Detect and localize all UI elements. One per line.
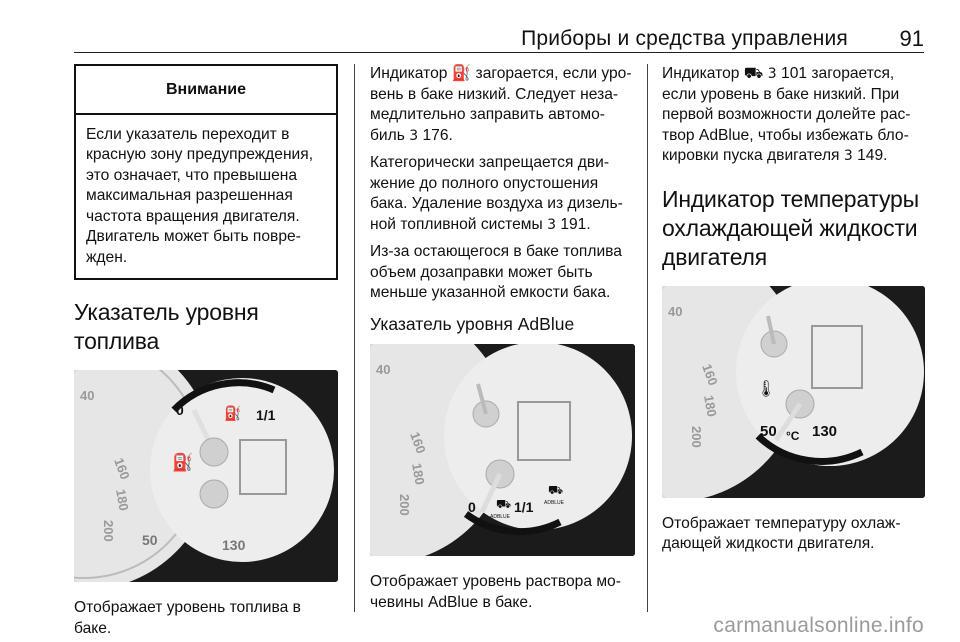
page-ref-icon: 3 <box>547 216 556 233</box>
empty-tank-paragraph <box>370 153 635 235</box>
temp-mark-low: 50 <box>142 532 158 548</box>
adblue-empty-mark: 0 <box>468 499 476 515</box>
speed-label: 160 <box>699 361 721 387</box>
watermark: carmanualsonline.info <box>713 614 924 637</box>
fuel-full-mark: 1/1 <box>256 407 276 423</box>
speed-label: 180 <box>701 393 720 418</box>
adblue-full-mark: 1/1 <box>514 499 534 515</box>
column-2 <box>370 64 635 613</box>
adblue-warning-paragraph <box>662 64 925 167</box>
coolant-gauge-heading: Индикатор температуры охлаждающей жидкости двигателя <box>662 185 919 270</box>
page-ref-176[interactable]: 176. <box>422 126 453 144</box>
speed-label: 200 <box>101 520 116 542</box>
coolant-gauge-image <box>662 286 925 498</box>
adblue-gauge-image <box>370 344 635 556</box>
fuel-indicator-icon: ⛽ <box>451 65 472 82</box>
header-rule <box>74 52 924 53</box>
page-ref-icon: 3 <box>409 127 419 144</box>
speed-label: 180 <box>409 461 428 486</box>
fuel-gauge-caption: Отображает уровень топлива в баке. <box>74 599 301 637</box>
fuel-warning-icon: ⛽ <box>172 453 194 472</box>
speed-label: 200 <box>397 494 412 516</box>
column-divider-2 <box>647 64 648 612</box>
page-number: 91 <box>899 26 924 51</box>
page-ref-149[interactable]: 149. <box>857 147 888 164</box>
page-ref-icon: 3 <box>767 66 777 82</box>
speed-label: 200 <box>689 425 704 448</box>
adblue-warning-text: 101 загорается, если уровень в баке низкий. При первой возможности долейте рас-твор AdBlue, чтобы избежать бло-кировки пуска двигателя <box>662 65 911 164</box>
page-ref-icon: 3 <box>843 148 853 164</box>
speed-label: 40 <box>376 362 391 377</box>
empty-tank-text: Категорически запрещается дви-жение до полного опустошения бака. Удаление воздуха из дизель-ной топливной системы <box>370 154 623 233</box>
coolant-warning-icon: 🌡 <box>756 380 777 398</box>
warning-text: Если указатель переходит в красную зону предупреждения, это означает, что превышена максимальная разрешенная частота вращения двигателя. Двигатель может быть повре-жден. <box>86 125 314 266</box>
temp-mark-high: 130 <box>222 537 246 553</box>
fuel-warning-paragraph <box>370 64 635 146</box>
warning-box <box>74 64 338 280</box>
speed-label: 160 <box>111 455 133 482</box>
speed-label: 160 <box>407 429 429 456</box>
fuel-warning-text: загорается, если уро-вень в баке низкий. Следует неза-медлительно заправить автомо-биль <box>370 65 632 144</box>
indicator-word: Индикатор <box>370 65 448 82</box>
coolant-low-mark: 50 <box>760 422 777 440</box>
column-divider-1 <box>354 64 355 612</box>
warning-title: Внимание <box>76 66 336 115</box>
speed-label: 180 <box>113 487 132 512</box>
header-title: Приборы и средства управления <box>521 27 848 50</box>
adblue-indicator-icon: ⛟ <box>743 65 764 82</box>
column-3 <box>662 64 925 555</box>
speed-label: 40 <box>668 303 683 319</box>
adblue-gauge-caption: Отображает уровень раствора мо-чевины AdBlue в баке. <box>370 573 621 611</box>
page-ref-191[interactable]: 191. <box>560 215 591 233</box>
fuel-pump-icon: ⛽ <box>224 405 242 421</box>
speed-label: 40 <box>80 388 95 403</box>
adblue-warning-icon: ⛟ <box>548 483 564 497</box>
coolant-gauge-caption: Отображает температуру охлаж-дающей жидкости двигателя. <box>662 514 901 552</box>
coolant-high-mark: 130 <box>812 422 838 440</box>
fuel-gauge-image <box>74 370 338 582</box>
adblue-sub-label: ADBLUE <box>490 514 511 520</box>
coolant-unit: °C <box>786 428 800 443</box>
fuel-empty-mark: 0 <box>176 402 184 418</box>
column-1 <box>74 64 338 639</box>
fuel-gauge-heading: Указатель уровня топлива <box>74 299 259 354</box>
adblue-icon: ⛟ <box>496 497 512 511</box>
refill-paragraph: Из-за остающегося в баке топлива объем дозаправки может быть меньше указанной емкости бака. <box>370 243 622 301</box>
adblue-gauge-heading: Указатель уровня AdBlue <box>370 313 575 334</box>
adblue-warning-sub-label: ADBLUE <box>544 500 565 506</box>
indicator-word: Индикатор <box>662 65 740 82</box>
